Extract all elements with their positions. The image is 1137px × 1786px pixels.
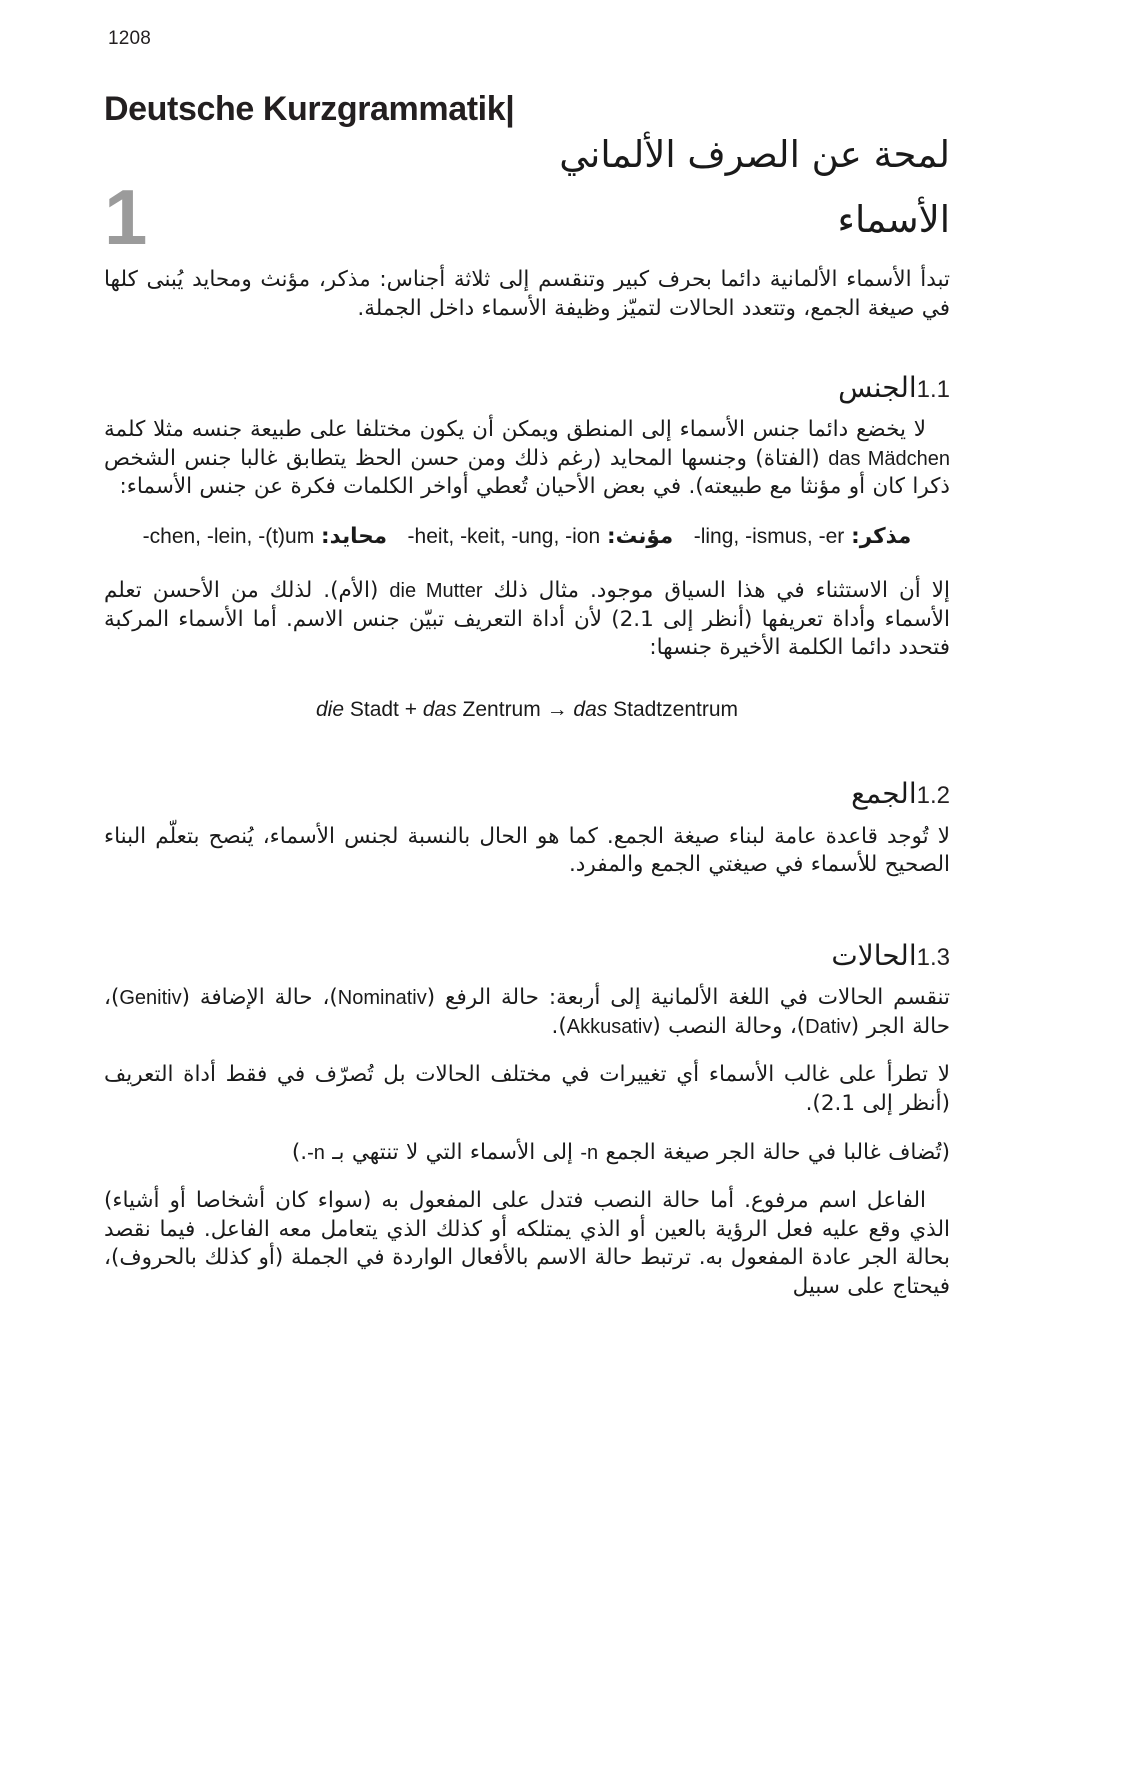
paragraph-1-2-a: لا تُوجد قاعدة عامة لبناء صيغة الجمع. كما هو الحال بالنسبة لجنس الأسماء، يُنصح بتعلّم البناء الصحيح للأسماء في صيغتي الجمع والمفرد. <box>104 823 950 878</box>
example-noun-2: Zentrum <box>462 697 541 721</box>
subsection-1-3-title: الحالات <box>831 938 917 972</box>
suffix-list: -chen, -lein, -(t)um <box>142 524 315 548</box>
example-article-2: das <box>422 697 457 721</box>
section-1-intro: تبدأ الأسماء الألمانية دائما بحرف كبير وتنقسم إلى ثلاثة أجناس: مذكر، مؤنث ومحايد يُبنى كلها في صيغة الجمع، وتتعدد الحالات لتميّز وظيفة الأسماء داخل الجملة. <box>104 267 950 321</box>
page-title-arabic: لمحة عن الصرف الألماني <box>559 133 950 177</box>
section-1-heading <box>104 173 950 266</box>
compound-noun-example: die Stadt + das Zentrum → das Stadtzentrum <box>315 697 739 721</box>
german-term: die Mutter <box>389 580 483 603</box>
german-term: Dativ <box>805 1015 851 1038</box>
page-content <box>104 90 950 1308</box>
paragraph-1-1-b: إلا أن الاستثناء في هذا السياق موجود. مثال ذلك die Mutter (الأم). لذلك من الأحسن تعلم الأسماء وأداة تعريفها (أنظر إلى 2.1) لأن أداة التعريف تبيّن جنس الاسم. أما الأسماء المركبة فتحدد دائما الكلمة الأخيرة جنسها: <box>104 578 950 661</box>
subsection-1-3-heading <box>104 938 950 974</box>
german-term: -n <box>580 1141 599 1164</box>
subsection-1-1-number: 1.1 <box>916 375 950 403</box>
german-term: Nominativ <box>337 987 427 1010</box>
suffix-list: -heit, -keit, -ung, -ion <box>407 524 601 548</box>
subsection-1-3-number: 1.3 <box>916 943 950 971</box>
gender-label: مؤنث: <box>606 523 674 549</box>
subsection-1-1-heading <box>104 370 950 406</box>
paragraph-1-1-a: لا يخضع دائما جنس الأسماء إلى المنطق ويمكن أن يكون مختلفا على طبيعة جنسه مثلا كلمة das Mädchen (الفتاة) وجنسها المحايد (رغم ذلك ومن حسن الحظ يتطابق غالبا جنس الشخص ذكرا كان أو مؤنثا مع طبيعته). في بعض الأحيان تُعطي أواخر الكلمات فكرة عن جنس الأسماء: <box>104 416 951 500</box>
paragraph-1-3-c: (تُضاف غالبا في حالة الجر صيغة الجمع -n إلى الأسماء التي لا تنتهي بـ -n.) <box>291 1139 950 1165</box>
subsection-1-2-heading <box>104 776 950 812</box>
german-term: -n <box>307 1141 325 1164</box>
subsection-1-1-title: الجنس <box>838 370 917 404</box>
section-1-title: الأسماء <box>837 198 950 242</box>
gender-label: محايد: <box>321 523 388 549</box>
german-term: Akkusativ <box>566 1015 653 1038</box>
paragraph-1-3-a: تنقسم الحالات في اللغة الألمانية إلى أربعة: حالة الرفع (Nominativ)، حالة الإضافة (Genitiv)، حالة الجر (Dativ)، وحالة النصب (Akkusativ). <box>104 985 950 1039</box>
example-article-3: das <box>573 697 608 721</box>
subsection-1-2-title: الجمع <box>851 777 917 811</box>
gender-suffix-line <box>104 522 950 551</box>
page-title-german: Deutsche Kurzgrammatik| <box>104 90 515 128</box>
example-noun-3: Stadtzentrum <box>613 697 739 721</box>
gender-label: مذكر: <box>851 523 912 549</box>
german-term: Genitiv <box>119 987 182 1010</box>
paragraph-1-3-b: لا تطرأ على غالب الأسماء أي تغييرات في مختلف الحالات بل تُصرّف في فقط أداة التعريف (أنظر إلى 2.1). <box>104 1062 950 1116</box>
page-number: 1208 <box>108 28 152 49</box>
section-1-number: 1 <box>104 173 148 262</box>
german-term: das Mädchen <box>828 447 951 470</box>
subsection-1-2-number: 1.2 <box>916 782 950 810</box>
suffix-list: -ling, -ismus, -er <box>693 524 845 548</box>
example-noun-1: Stadt <box>349 697 399 721</box>
paragraph-1-3-d: الفاعل اسم مرفوع. أما حالة النصب فتدل على المفعول به (سواء كان أشخاصا أو أشياء) الذي وقع عليه فعل الرؤية بالعين أو الذي يمتلكه أو كذلك الذي يتعامل معه الفاعل. فيما نقصد بحالة الجر عادة المفعول به. ترتبط حالة الاسم بالأفعال الواردة في الجملة (أو كذلك بالحروف)، فيحتاج على سبيل <box>104 1188 950 1299</box>
example-article-1: die <box>315 697 345 721</box>
